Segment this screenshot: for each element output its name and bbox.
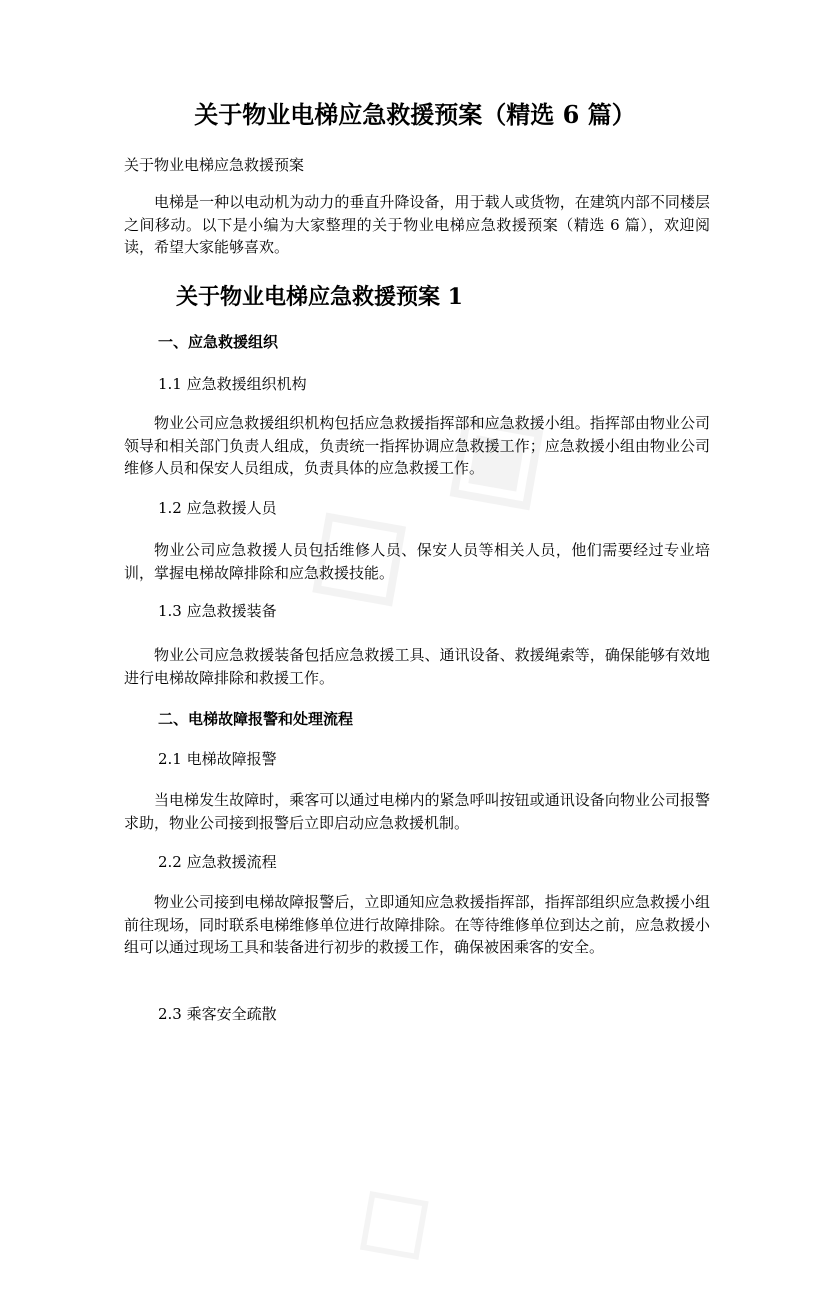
intro-paragraph: 电梯是一种以电动机为动力的垂直升降设备，用于载人或货物，在建筑内部不同楼层之间移动。以下是小编为大家整理的关于物业电梯应急救援预案（精选 6 篇），欢迎阅读，希望大家能够喜欢。 — [124, 193, 710, 256]
subheading-1-3: 1.3 应急救援装备 — [158, 602, 277, 620]
paragraph-2-1: 当电梯发生故障时，乘客可以通过电梯内的紧急呼叫按钮或通讯设备向物业公司报警求助，物业公司接到报警后立即启动应急救援机制。 — [124, 791, 710, 832]
heading-fault-process: 二、电梯故障报警和处理流程 — [158, 710, 354, 728]
paragraph-2-2: 物业公司接到电梯故障报警后，立即通知应急救援指挥部，指挥部组织应急救援小组前往现场，同时联系电梯维修单位进行故障排除。在等待维修单位到达之前，应急救援小组可以通过现场工具和装备进行初步的救援工作，确保被困乘客的安全。 — [124, 893, 710, 956]
document-title: 关于物业电梯应急救援预案（精选 6 篇） — [194, 100, 636, 129]
document-subtitle: 关于物业电梯应急救援预案 — [124, 156, 305, 174]
watermark — [323, 1025, 638, 1295]
subheading-2-3: 2.3 乘客安全疏散 — [158, 1005, 277, 1023]
subheading-1-1: 1.1 应急救援组织机构 — [158, 375, 307, 393]
subheading-2-2: 2.2 应急救援流程 — [158, 853, 277, 871]
section-heading: 关于物业电梯应急救援预案 1 — [176, 284, 463, 310]
subheading-2-1: 2.1 电梯故障报警 — [158, 750, 277, 768]
paragraph-1-1: 物业公司应急救援组织机构包括应急救援指挥部和应急救援小组。指挥部由物业公司领导和相关部门负责人组成，负责统一指挥协调应急救援工作；应急救援小组由物业公司维修人员和保安人员组成，负责具体的应急救援工作。 — [124, 414, 710, 477]
paragraph-1-2: 物业公司应急救援人员包括维修人员、保安人员等相关人员，他们需要经过专业培训，掌握电梯故障排除和应急救援技能。 — [124, 541, 710, 582]
subheading-1-2: 1.2 应急救援人员 — [158, 499, 277, 517]
heading-emergency-organization: 一、应急救援组织 — [158, 333, 279, 351]
paragraph-1-3: 物业公司应急救援装备包括应急救援工具、通讯设备、救援绳索等，确保能够有效地进行电梯故障排除和救援工作。 — [124, 646, 710, 687]
